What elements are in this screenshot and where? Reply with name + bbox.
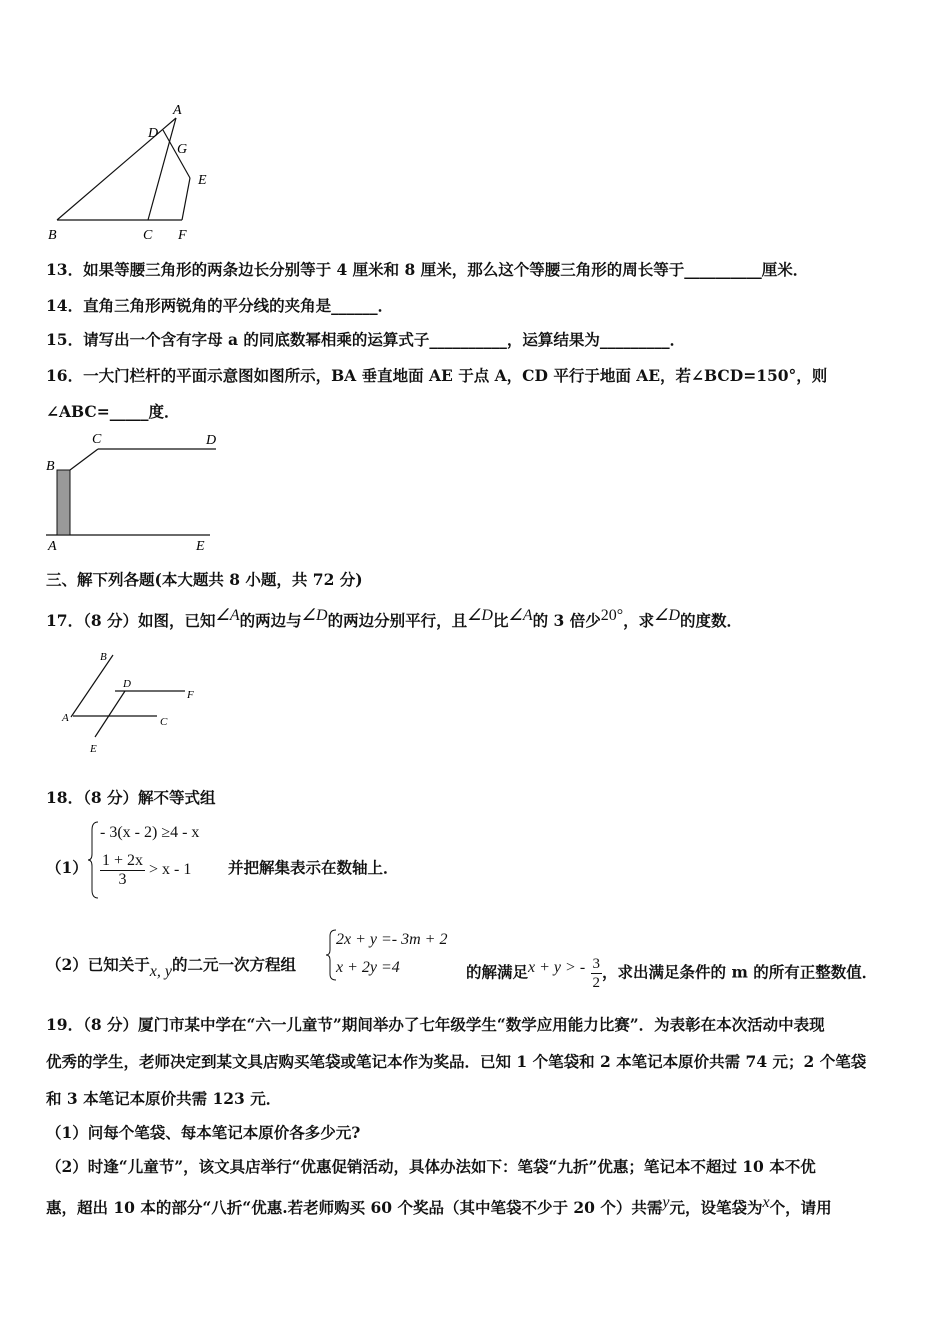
- question-18-title: 18．（8 分）解不等式组: [46, 788, 216, 807]
- label-D: D: [148, 126, 159, 141]
- question-19-sub2-line2: 惠，超出 10 本的部分“八折“优惠.若老师购买 60 个奖品（其中笔袋不少于 20 个）共需$^y$元，设笔袋为$^x$个，请用: [46, 1194, 832, 1218]
- label-D: D: [206, 433, 217, 448]
- label-B: B: [100, 651, 107, 663]
- question-18-part2-condition: 的解满足x + y > - $\frac{3}{2}$ ，求出满足条件的 m 的所有正整数值．: [466, 956, 878, 991]
- section-3-title: 三、解下列各题(本大题共 8 小题，共 72 分): [46, 570, 363, 589]
- question-16-line1: 16．一大门栏杆的平面示意图如图所示，BA 垂直地面 AE 于点 A，CD 平行于地面 AE，若∠BCD=150°，则: [46, 366, 828, 385]
- equation-1: 2x + y =- 3m + 2: [336, 931, 448, 948]
- figure-triangle-adgefbc: [40, 100, 230, 245]
- question-19-line2: 优秀的学生，老师决定到某文具店购买笔袋或笔记本作为奖品．已知 1 个笔袋和 2 本笔记本原价共需 74 元；2 个笔袋: [46, 1052, 867, 1071]
- inequality-1: - 3(x - 2) ≥4 - x: [100, 824, 200, 841]
- question-18-part1-label: （1）: [46, 858, 88, 877]
- brace-system-1: [88, 820, 100, 900]
- question-15: 15．请写出一个含有字母 a 的同底数幂相乘的运算式子__________，运算结果为_________．: [46, 330, 686, 349]
- label-F: F: [178, 228, 187, 243]
- label-F: F: [187, 689, 194, 701]
- angle-A: ∠A: [215, 607, 240, 624]
- label-A: A: [173, 103, 182, 118]
- label-C: C: [92, 432, 102, 447]
- question-18-part1-tail: 并把解集表示在数轴上．: [228, 858, 399, 877]
- angle-D: ∠D: [301, 607, 328, 624]
- fraction-numerator: 1 + 2x: [102, 852, 144, 869]
- label-A: A: [48, 539, 57, 554]
- inequality-2: $\frac{1 + 2x}{3}$ > x - 1: [102, 852, 192, 888]
- label-A: A: [62, 712, 69, 724]
- question-17: 17．（8 分）如图，已知$^{\angle A}$的两边与$^{\angle D}$的两边分别平行，且$^{\angle D}$比$^{\angle A}$的 3 倍少$^{20^\circ}$，求$^{\angle D}$的度数．: [46, 607, 743, 631]
- question-19-sub1: （1）问每个笔袋、每本笔记本原价各多少元?: [46, 1123, 361, 1142]
- label-C: C: [160, 716, 168, 728]
- figure-parallel-angles: [55, 645, 215, 760]
- question-19-sub2-line1: （2）时逢“儿童节”，该文具店举行“优惠促销活动，具体办法如下：笔袋“九折”优惠；笔记本不超过 10 本不优: [46, 1157, 816, 1176]
- label-G: G: [177, 142, 188, 157]
- question-13: 13．如果等腰三角形的两条边长分别等于 4 厘米和 8 厘米，那么这个等腰三角形的周长等于__________厘米．: [46, 260, 809, 279]
- question-19-line3: 和 3 本笔记本原价共需 123 元．: [46, 1089, 282, 1108]
- question-19-line1: 19．（8 分）厦门市某中学在“六一儿童节”期间举办了七年级学生“数学应用能力比赛”．为表彰在本次活动中表现: [46, 1015, 825, 1034]
- label-B: B: [46, 459, 55, 474]
- var-x: x: [762, 1194, 770, 1211]
- label-D: D: [123, 678, 131, 690]
- question-18-part2: （2）已知关于x, y的二元一次方程组: [46, 955, 297, 980]
- label-E: E: [198, 173, 207, 188]
- question-14: 14．直角三角形两锐角的平分线的夹角是______．: [46, 296, 394, 315]
- label-E: E: [90, 743, 97, 755]
- figure-gate-rail: [40, 428, 240, 556]
- question-16-line2: ∠ABC=_____度．: [46, 402, 180, 421]
- label-B: B: [48, 228, 57, 243]
- label-E: E: [196, 539, 205, 554]
- equation-2: x + 2y =4: [336, 959, 400, 976]
- label-C: C: [143, 228, 153, 243]
- var-y: y: [662, 1194, 670, 1211]
- vars-xy: x, y: [149, 963, 172, 980]
- fraction-denominator: 3: [118, 871, 127, 888]
- degree-20: 20°: [600, 607, 624, 624]
